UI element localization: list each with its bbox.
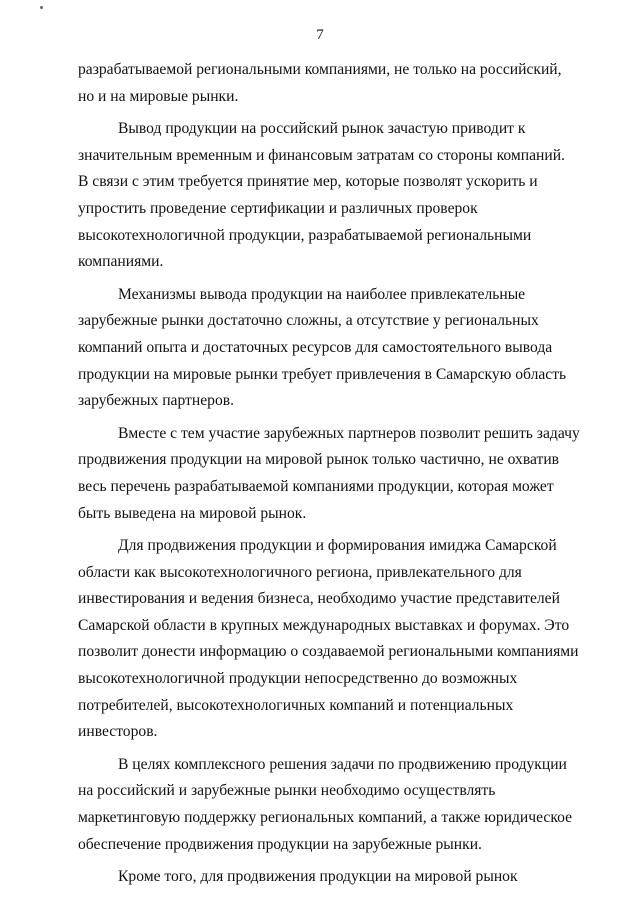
text-line: компаний опыта и достаточных ресурсов для самостоятельного вывода <box>78 338 553 356</box>
text-line: инвестирования и ведения бизнеса, необходимо участие представителей <box>78 590 560 608</box>
paragraph <box>78 533 579 746</box>
text-line: разрабатываемой региональными компаниями, не только на российский, <box>78 61 562 78</box>
scan-mark <box>40 6 43 9</box>
text-line: зарубежных партнеров. <box>78 392 234 410</box>
text-line: зарубежные рынки достаточно сложны, а отсутствие у региональных <box>78 312 539 330</box>
text-line: компаниями. <box>78 253 164 271</box>
text-line: обеспечение продвижения продукции на зарубежные рынки. <box>78 835 482 853</box>
text-line: позволит донести информацию о создаваемой региональными компаниями <box>78 643 579 661</box>
paragraph <box>78 116 563 276</box>
text-line: В целях комплексного решения задачи по продвижению продукции <box>118 755 567 773</box>
paragraph <box>78 282 567 415</box>
text-line: продукции на мировые рынки требует привлечения в Самарскую область <box>78 365 567 383</box>
text-line: упростить проведение сертификации и различных проверок <box>78 199 478 217</box>
text-line: продвижения продукции на мировой рынок только частично, не охватив <box>78 451 560 469</box>
text-line: инвесторов. <box>78 723 158 741</box>
text-line: значительным временным и финансовым затратам со стороны компаний. <box>78 146 565 164</box>
text-line: Механизмы вывода продукции на наиболее привлекательные <box>118 285 526 303</box>
page-number: 7 <box>316 27 324 43</box>
text-line: весь перечень разрабатываемой компаниями продукции, которая может <box>78 477 554 495</box>
text-line: маркетинговую поддержку региональных компаний, а также юридическое <box>78 809 573 827</box>
paragraph <box>78 57 563 110</box>
text-line: В связи с этим требуется принятие мер, которые позволят ускорить и <box>78 173 538 191</box>
text-line: Вывод продукции на российский рынок зачастую приводит к <box>118 120 526 138</box>
text-line: высокотехнологичной продукции, разрабатываемой региональными <box>78 226 532 244</box>
paragraph <box>78 752 573 858</box>
text-line: Самарской области в крупных международных выставках и форумах. Это <box>78 616 570 634</box>
text-line: но и на мировые рынки. <box>78 87 239 105</box>
text-line: высокотехнологичной продукции непосредственно до возможных <box>78 670 518 688</box>
text-line: на российский и зарубежные рынки необходимо осуществлять <box>78 782 496 800</box>
text-line: области как высокотехнологичного региона, привлекательного для <box>78 563 522 581</box>
text-line: Для продвижения продукции и формирования имиджа Самарской <box>118 537 557 555</box>
document-body <box>78 57 580 897</box>
text-line: потребителей, высокотехнологичных компаний и потенциальных <box>78 696 514 714</box>
text-line: быть выведена на мировой рынок. <box>78 504 307 522</box>
paragraph <box>78 421 580 527</box>
paragraph <box>78 864 563 891</box>
text-line: Кроме того, для продвижения продукции на мировой рынок <box>118 868 518 886</box>
text-line: Вместе с тем участие зарубежных партнеров позволит решить задачу <box>118 424 580 442</box>
